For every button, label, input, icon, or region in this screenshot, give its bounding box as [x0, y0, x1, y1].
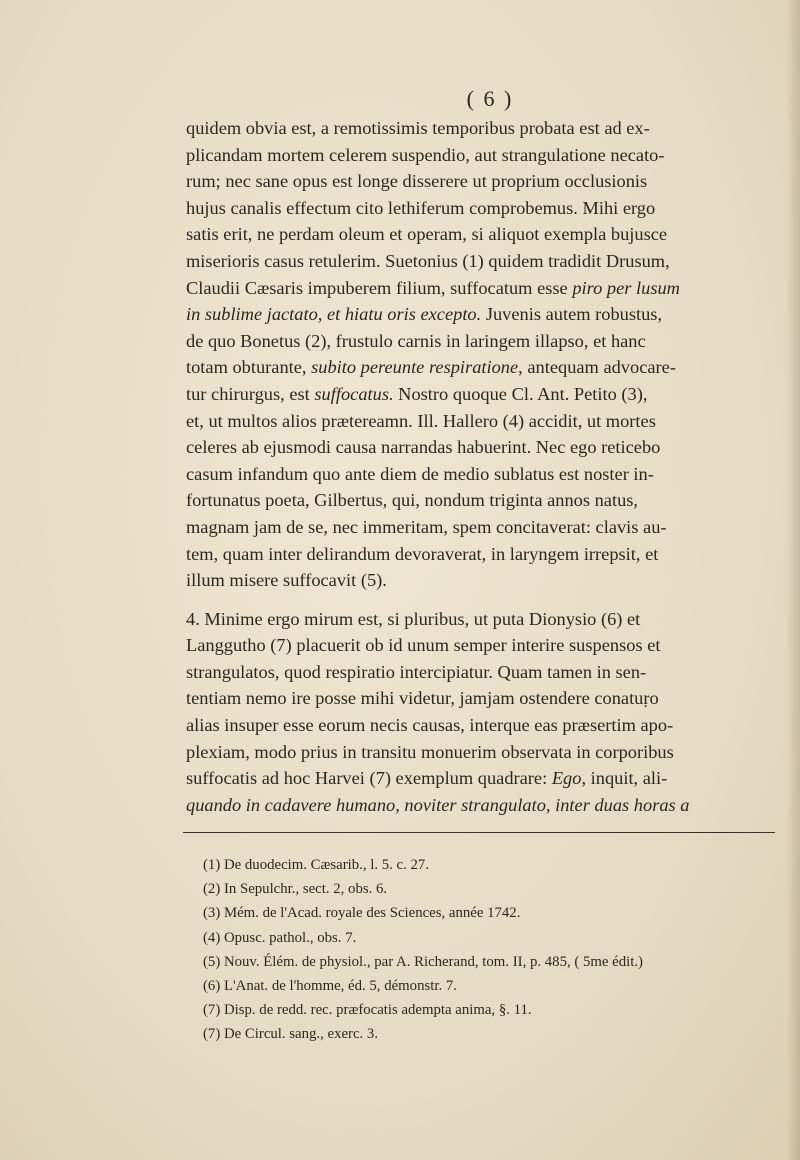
text-line: alias insuper esse eorum necis causas, interque eas præsertim apo- — [186, 715, 674, 736]
text-line: satis erit, ne perdam oleum et operam, si aliquot exempla bujusce — [186, 224, 668, 245]
text-line: rum; nec sane opus est longe disserere ut proprium occlusionis — [186, 171, 648, 192]
text-run: suffocatis ad hoc Harvei (7) exemplum quadrare: — [186, 768, 552, 789]
footnote: (2) In Sepulchr., sect. 2, obs. 6. — [203, 881, 388, 898]
text-run: , antequam advocare- — [518, 357, 676, 378]
text-line: fortunatus poeta, Gilbertus, qui, nondum triginta annos natus, — [186, 490, 639, 511]
text-run: tur chirurgus, est — [186, 383, 315, 404]
footnote-rule — [183, 832, 775, 833]
text-line — [186, 275, 786, 302]
text-line: de quo Bonetus (2), frustulo carnis in laringem illapso, et hanc — [186, 330, 646, 351]
text-line — [186, 765, 786, 792]
text-run: Nostro quoque Cl. Ant. Petito (3), — [393, 383, 648, 404]
text-line — [186, 792, 786, 819]
italic-run: piro per lusum — [572, 277, 680, 298]
footnote: (5) Nouv. Élém. de physiol., par A. Richerand, tom. II, p. 485, ( 5me édit.) — [203, 953, 643, 970]
text-line: casum infandum quo ante diem de medio sublatus est noster in- — [186, 463, 654, 484]
page-number: ( 6 ) — [466, 86, 514, 111]
text-line: et, ut multos alios prætereamn. Ill. Hallero (4) accidit, ut mortes — [186, 410, 656, 431]
footnote: (4) Opusc. pathol., obs. 7. — [203, 929, 357, 946]
text-line: celeres ab ejusmodi causa narrandas habuerint. Nec ego reticebo — [186, 437, 661, 458]
text-line: plicandam mortem celerem suspendio, aut strangulatione necato- — [186, 144, 665, 165]
text-run: totam obturante, — [186, 357, 312, 378]
text-line: Langgutho (7) placuerit ob id unum semper interire suspensos et — [186, 635, 661, 656]
italic-run: in sublime jactato, et hiatu oris excepto. — [186, 304, 482, 325]
text-line: hujus canalis effectum cito lethiferum comprobemus. Mihi ergo — [186, 197, 656, 218]
page-edge-shadow — [786, 0, 800, 1160]
text-line: tem, quam inter delirandum devoraverat, in laryngem irrepsit, et — [186, 543, 659, 564]
text-line: illum misere suffocavit (5). — [186, 570, 387, 591]
text-line: tentiam nemo ire posse mihi videtur, jamjam ostendere conatuṛo — [186, 688, 659, 709]
body-text — [186, 115, 786, 818]
footnotes — [203, 853, 783, 1047]
text-line: plexiam, modo prius in transitu monuerim observata in corporibus — [186, 741, 674, 762]
text-line: magnam jam de se, nec immeritam, spem concitaverat: clavis au- — [186, 516, 667, 537]
text-line: miserioris casus retulerim. Suetonius (1) quidem tradidit Drusum, — [186, 250, 670, 271]
footnote: (6) L'Anat. de l'homme, éd. 5, démonstr. 7. — [203, 977, 457, 994]
footnote: (7) Disp. de redd. rec. præfocatis adempta anima, §. 11. — [203, 1002, 532, 1019]
footnote: (7) De Circul. sang., exerc. 3. — [203, 1026, 379, 1043]
text-line — [186, 354, 786, 381]
text-line — [186, 301, 786, 328]
text-run: Juvenis autem robustus, — [481, 304, 663, 325]
text-run: Claudii Cæsaris impuberem filium, suffocatum esse — [186, 277, 573, 298]
footnote: (1) De duodecim. Cæsarib., l. 5. c. 27. — [203, 857, 430, 873]
footnote: (3) Mém. de l'Acad. royale des Sciences, année 1742. — [203, 905, 521, 922]
italic-run: quando in cadavere humano, noviter strangulato, inter duas horas a — [186, 794, 690, 815]
italic-run: suffocatus. — [314, 383, 394, 404]
text-line: strangulatos, quod respiratio intercipiatur. Quam tamen in sen- — [186, 661, 647, 682]
text-line: quidem obvia est, a remotissimis temporibus probata est ad ex- — [186, 118, 650, 138]
italic-run: Ego — [551, 768, 582, 789]
italic-run: subito pereunte respiratione — [311, 357, 519, 378]
text-line: 4. Minime ergo mirum est, si pluribus, ut puta Dionysio (6) et — [186, 608, 641, 629]
text-run: , inquit, ali- — [581, 768, 668, 789]
text-line — [186, 381, 786, 408]
